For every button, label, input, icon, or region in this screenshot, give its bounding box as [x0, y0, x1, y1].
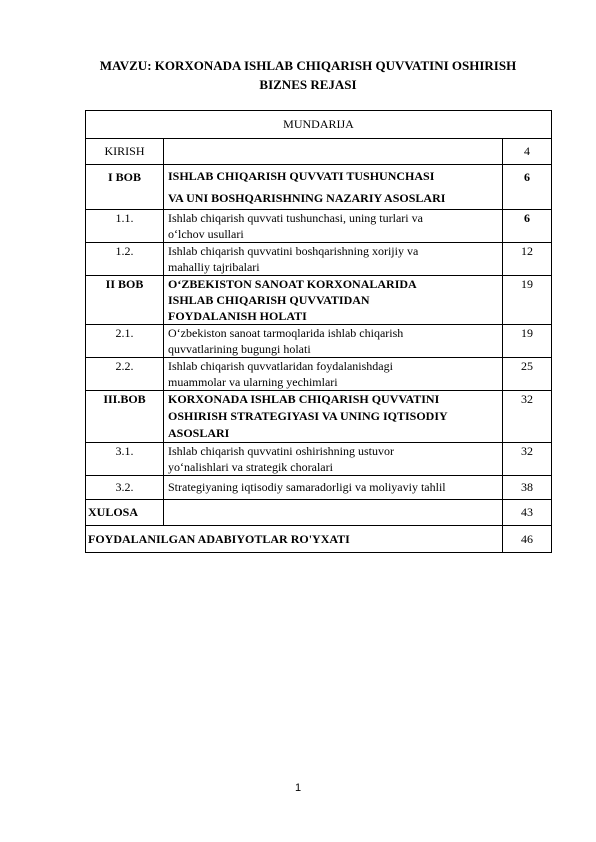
toc-page: 19	[503, 325, 552, 358]
toc-title-line: KORXONADA ISHLAB CHIQARISH QUVVATINI	[168, 392, 440, 406]
toc-title	[164, 139, 503, 165]
toc-num: 3.1.	[86, 443, 164, 476]
toc-title-line: O‘ZBEKISTON SANOAT KORXONALARIDA	[168, 277, 417, 291]
toc-title	[164, 210, 503, 243]
toc-title-line: Ishlab chiqarish quvvatini boshqarishning xorijiy va	[168, 244, 419, 258]
toc-page: 4	[503, 139, 552, 165]
toc-row	[86, 443, 552, 476]
toc-row	[86, 358, 552, 391]
page-number: 1	[294, 782, 302, 794]
toc-row	[86, 391, 552, 443]
toc-num: 3.2.	[86, 476, 164, 500]
toc-title-line: muammolar va ularning yechimlari	[168, 375, 338, 389]
toc-row	[86, 165, 552, 210]
toc-num: FOYDALANILGAN ADABIYOTLAR RO'YXATI	[86, 526, 503, 553]
toc-row	[86, 243, 552, 276]
toc-title	[164, 165, 503, 210]
toc-page: 32	[503, 391, 552, 443]
toc-title-line: o‘lchov usullari	[168, 227, 244, 241]
toc-title: Strategiyaning iqtisodiy samaradorligi va moliyaviy tahlil	[164, 476, 503, 500]
toc-title-line: ISHLAB CHIQARISH QUVVATI TUSHUNCHASI	[168, 169, 435, 183]
toc-title	[164, 443, 503, 476]
toc-num: 2.1.	[86, 325, 164, 358]
toc-header: MUNDARIJA	[86, 111, 552, 139]
toc-title-line: ASOSLARI	[168, 426, 230, 440]
toc-num: III.BOB	[86, 391, 164, 443]
toc-title-line: mahalliy tajribalari	[168, 260, 260, 274]
toc-num: 2.2.	[86, 358, 164, 391]
toc-title	[164, 358, 503, 391]
toc-num: KIRISH	[86, 139, 164, 165]
toc-num: 1.2.	[86, 243, 164, 276]
toc-title-line: FOYDALANISH HOLATI	[168, 309, 307, 323]
toc-title-line: Ishlab chiqarish quvvatlaridan foydalanishdagi	[168, 359, 393, 373]
document-title	[80, 56, 536, 94]
toc-row	[86, 276, 552, 325]
toc-page: 43	[503, 500, 552, 526]
toc-page: 25	[503, 358, 552, 391]
table-of-contents	[85, 110, 552, 553]
toc-num: I BOB	[86, 165, 164, 210]
toc-title-line: OSHIRISH STRATEGIYASI VA UNING IQTISODIY	[168, 409, 448, 423]
toc-title-line: Ishlab chiqarish quvvatini oshirishning ustuvor	[168, 444, 394, 458]
toc-row	[86, 325, 552, 358]
toc-row	[86, 500, 552, 526]
toc-page: 46	[503, 526, 552, 553]
toc-row	[86, 476, 552, 500]
toc-page: 32	[503, 443, 552, 476]
title-line-2: BIZNES REJASI	[259, 77, 357, 92]
toc-title	[164, 500, 503, 526]
toc-title-line: quvvatlarining bugungi holati	[168, 342, 311, 356]
toc-title	[164, 243, 503, 276]
toc-title-line: Ishlab chiqarish quvvati tushunchasi, uning turlari va	[168, 211, 423, 225]
title-line-1: MAVZU: KORXONADA ISHLAB CHIQARISH QUVVATINI OSHIRISH	[99, 58, 517, 73]
toc-row	[86, 210, 552, 243]
toc-header-row	[86, 111, 552, 139]
toc-num: 1.1.	[86, 210, 164, 243]
toc-title	[164, 276, 503, 325]
toc-num: II BOB	[86, 276, 164, 325]
toc-title-line: yo‘nalishlari va strategik choralari	[168, 460, 333, 474]
toc-title-line: ISHLAB CHIQARISH QUVVATIDAN	[168, 293, 370, 307]
toc-page: 6	[503, 210, 552, 243]
toc-title-line: O‘zbekiston sanoat tarmoqlarida ishlab chiqarish	[168, 326, 404, 340]
toc-title-line: VA UNI BOSHQARISHNING NAZARIY ASOSLARI	[168, 191, 446, 205]
toc-row	[86, 139, 552, 165]
toc-page: 19	[503, 276, 552, 325]
toc-title	[164, 391, 503, 443]
toc-num: XULOSA	[86, 500, 164, 526]
toc-title	[164, 325, 503, 358]
toc-page: 12	[503, 243, 552, 276]
toc-page: 6	[503, 165, 552, 210]
toc-row	[86, 526, 552, 553]
toc-page: 38	[503, 476, 552, 500]
